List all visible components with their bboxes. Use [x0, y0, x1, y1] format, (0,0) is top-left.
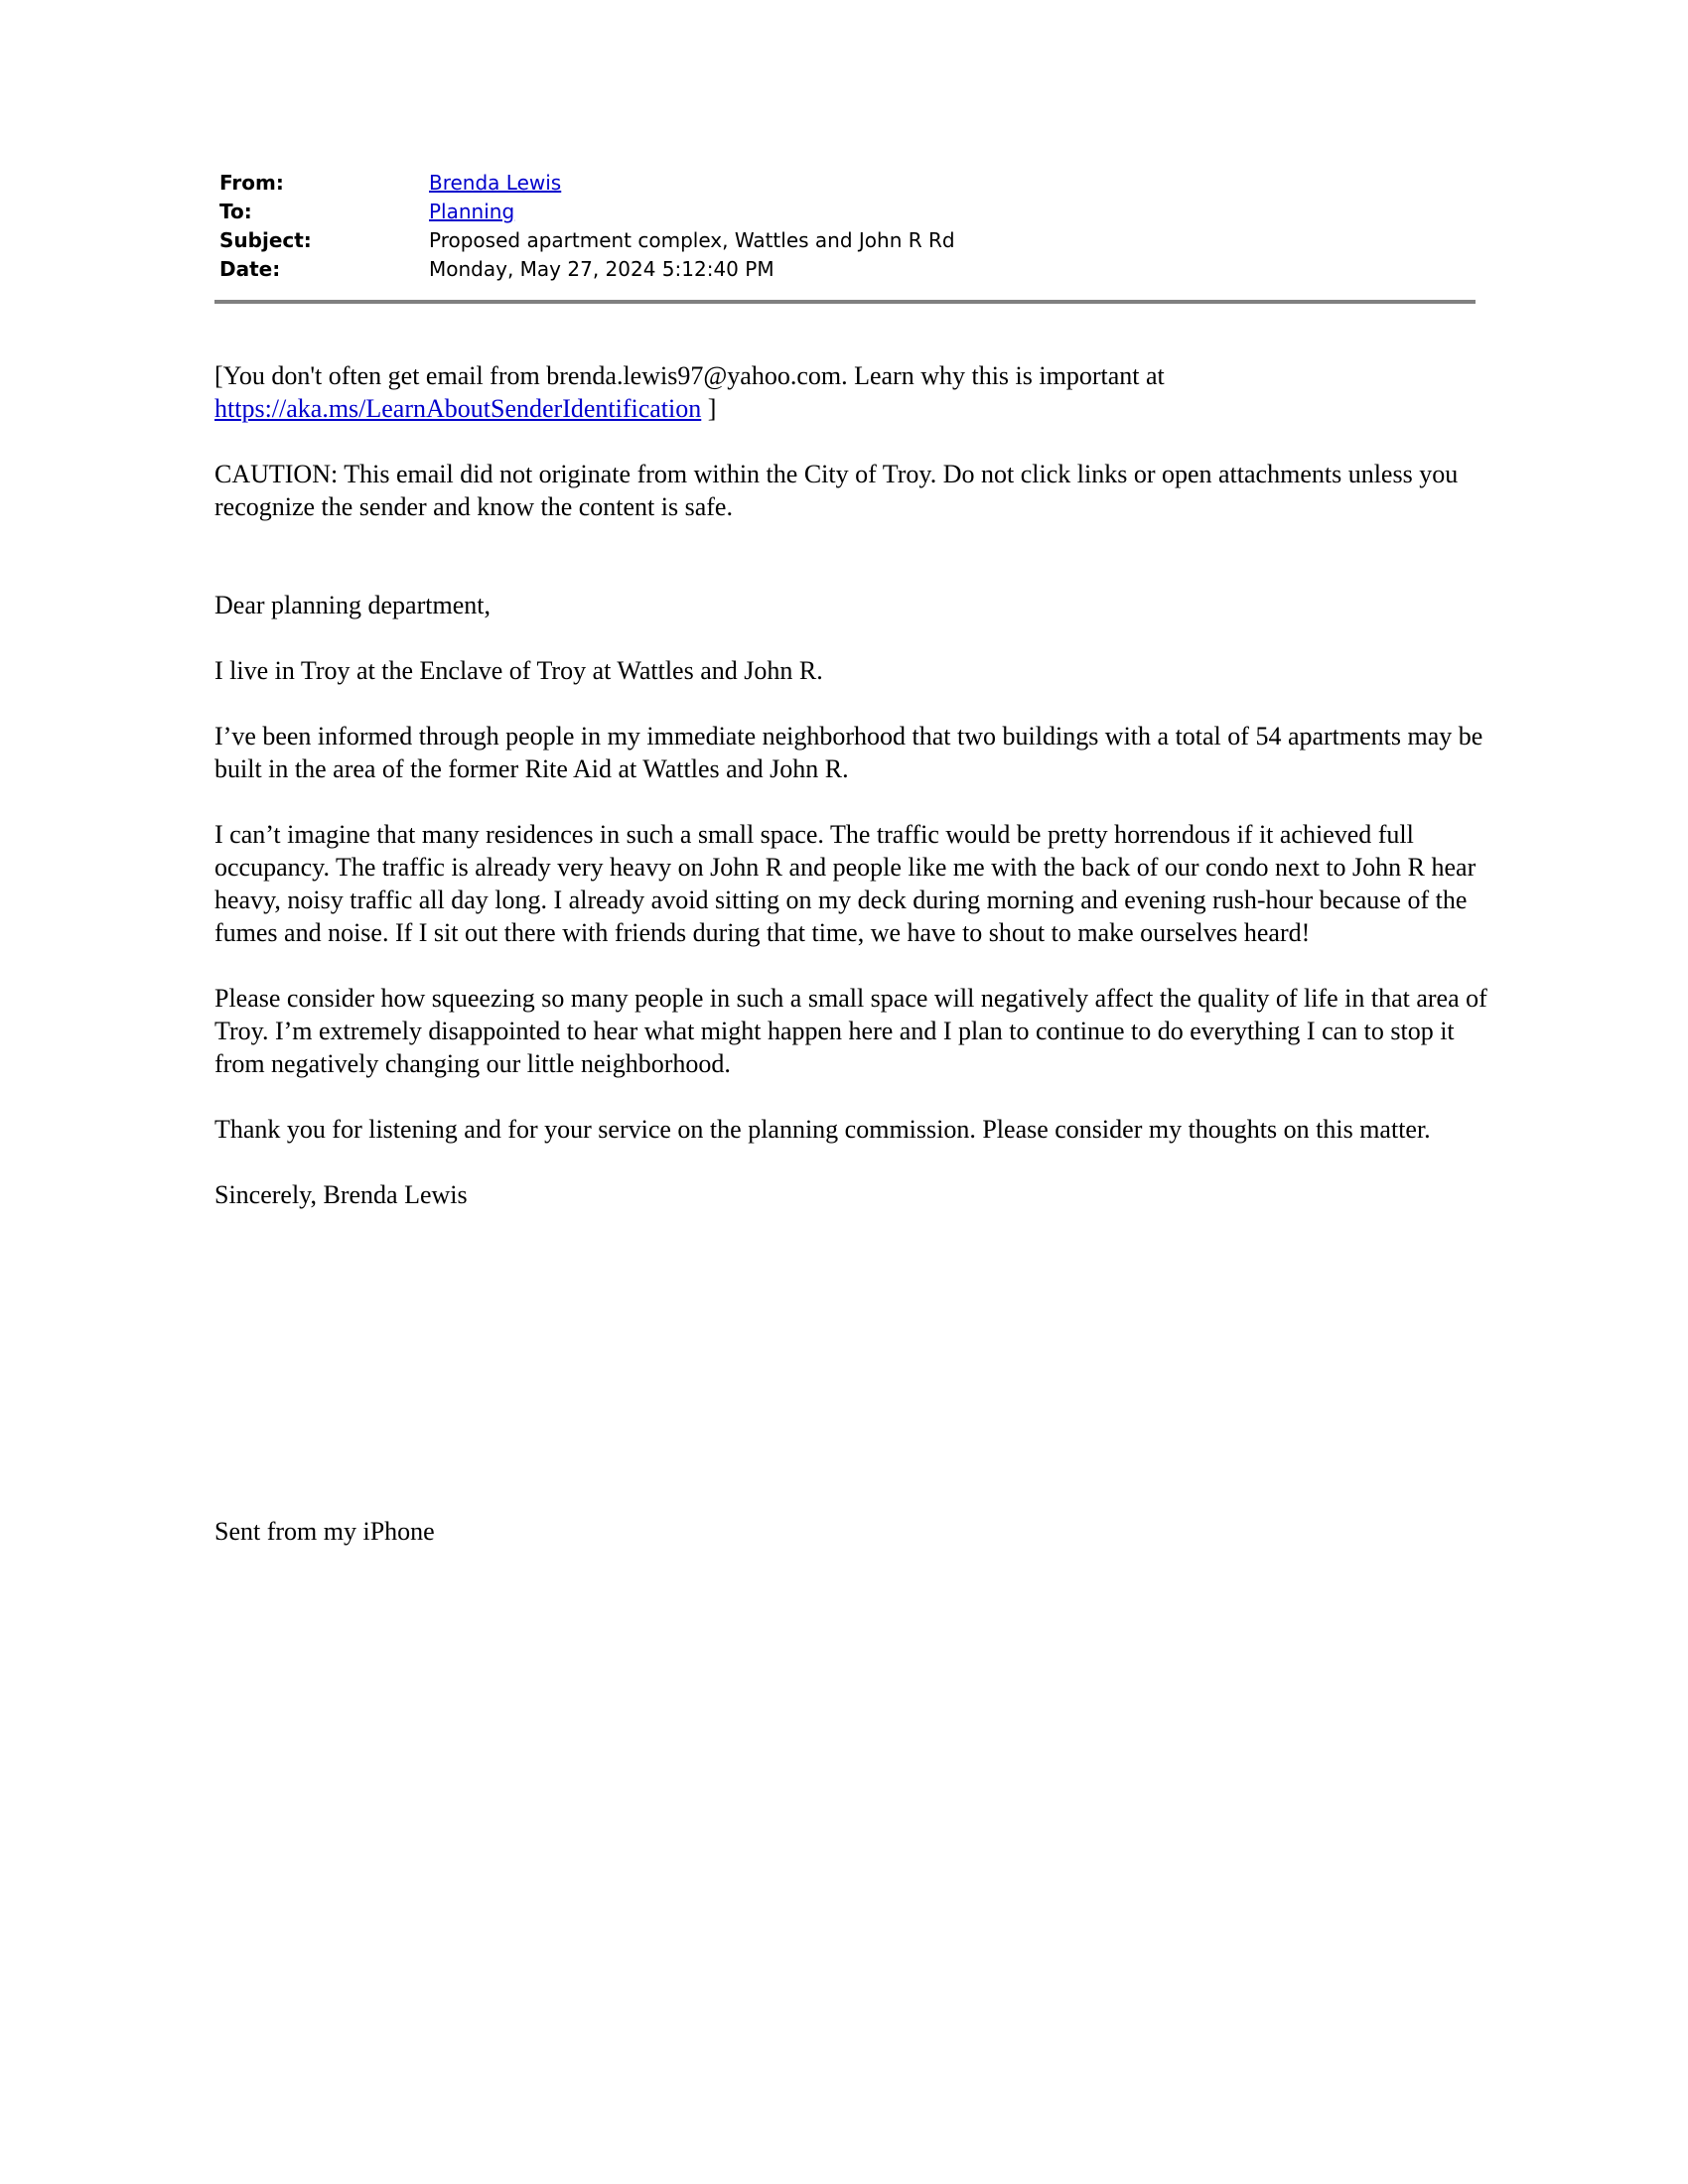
- sent-from-signature: Sent from my iPhone: [214, 1517, 435, 1546]
- to-link[interactable]: Planning: [429, 200, 515, 223]
- to-row: [214, 198, 1476, 226]
- signoff: Sincerely, Brenda Lewis: [214, 1180, 468, 1209]
- from-row: [214, 169, 1476, 198]
- date-row: [214, 255, 1476, 284]
- date-label: Date:: [219, 257, 281, 281]
- from-label: From:: [219, 171, 284, 195]
- paragraph-thanks: Thank you for listening and for your service on the planning commission. Please consider my thoughts on this matter.: [214, 1115, 1431, 1144]
- to-label: To:: [219, 200, 252, 223]
- paragraph-traffic: I can’t imagine that many residences in such a small space. The traffic would be pretty horrendous if it achieved full occupancy. The traffic is already very heavy on John R and people like me with the back of our condo next to John R hear heavy, noisy traffic all day long. I already avoid sitting on my deck during morning and evening rush-hour because of the fumes and noise. If I sit out there with friends during that time, we have to shout to make ourselves heard!: [214, 820, 1477, 947]
- sender-notice: [214, 359, 1495, 425]
- email-body: [214, 359, 1495, 1211]
- email-header: [214, 169, 1476, 284]
- sender-notice-text: [You don't often get email from brenda.lewis97@yahoo.com. Learn why this is important at: [214, 361, 1165, 390]
- subject-row: [214, 226, 1476, 255]
- subject-value: Proposed apartment complex, Wattles and John R Rd: [429, 228, 955, 252]
- caution-notice: CAUTION: This email did not originate from within the City of Troy. Do not click links or open attachments unless you recognize the sender and know the content is safe.: [214, 460, 1459, 521]
- paragraph-consider: Please consider how squeezing so many people in such a small space will negatively affect the quality of life in that area of Troy. I’m extremely disappointed to hear what might happen here and I plan to continue to do everything I can to stop it from negatively changing our little neighborhood.: [214, 984, 1487, 1078]
- date-value: Monday, May 27, 2024 5:12:40 PM: [429, 257, 774, 281]
- header-divider: [214, 300, 1476, 304]
- sender-notice-end: ]: [701, 394, 717, 423]
- paragraph-informed: I’ve been informed through people in my immediate neighborhood that two buildings with a total of 54 apartments may be built in the area of the former Rite Aid at Wattles and John R.: [214, 722, 1483, 783]
- subject-label: Subject:: [219, 228, 312, 252]
- sender-identification-link[interactable]: https://aka.ms/LearnAboutSenderIdentification: [214, 394, 702, 423]
- paragraph-residence: I live in Troy at the Enclave of Troy at Wattles and John R.: [214, 656, 823, 685]
- greeting: Dear planning department,: [214, 591, 491, 619]
- from-link[interactable]: Brenda Lewis: [429, 171, 562, 195]
